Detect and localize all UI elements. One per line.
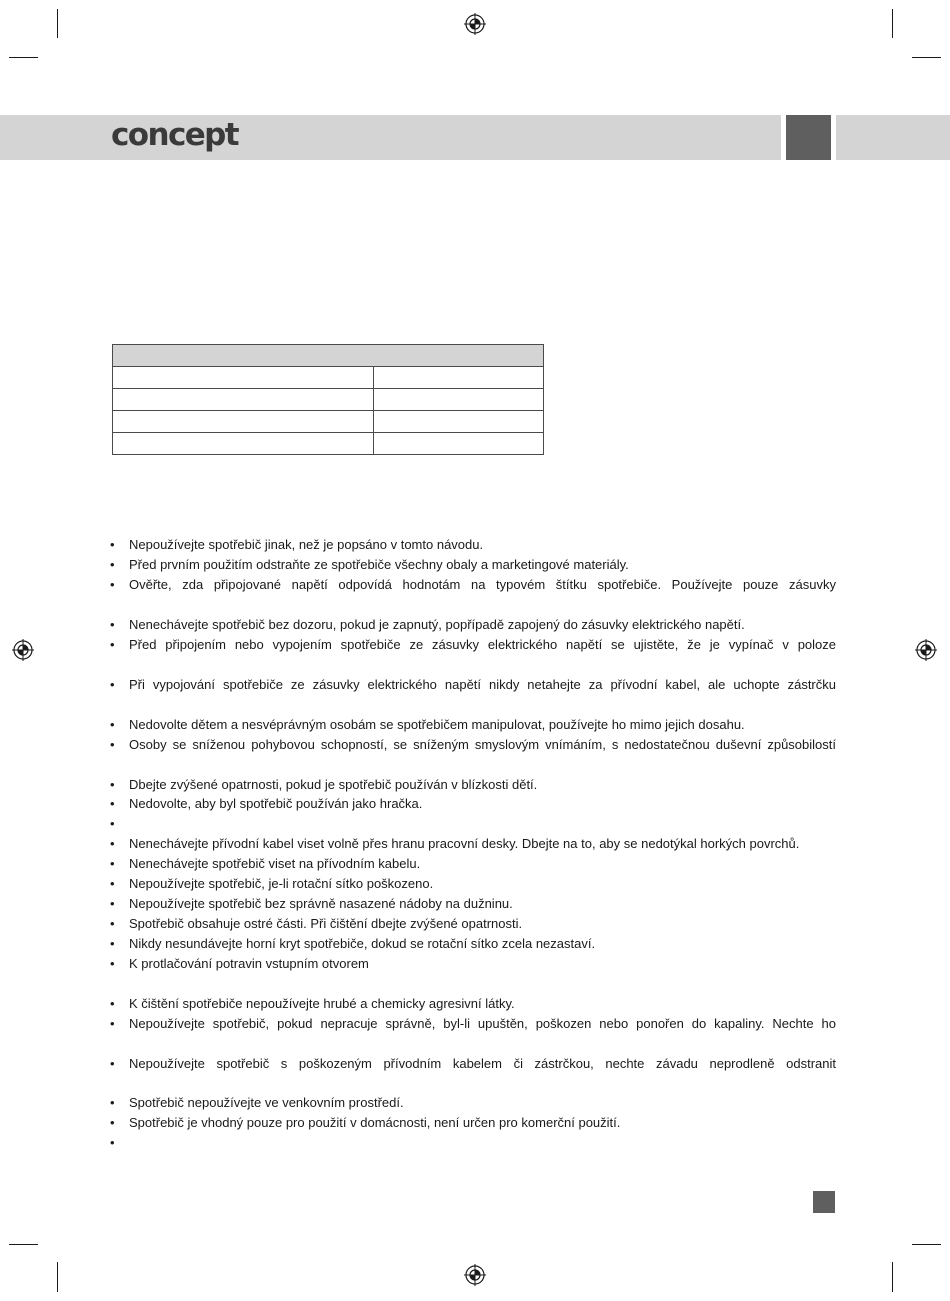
page-marker-square	[813, 1191, 835, 1213]
list-item-text: K čištění spotřebiče nepoužívejte hrubé a chemicky agresivní látky.	[129, 996, 515, 1011]
list-item	[110, 794, 836, 814]
bullet-marker: •	[110, 617, 115, 632]
list-item	[110, 1133, 836, 1153]
header-band-right	[836, 115, 950, 160]
list-item-text: Nenechávejte přívodní kabel viset volně přes hranu pracovní desky. Dbejte na to, aby se nedotýkal horkých povrchů.	[129, 836, 800, 851]
bullet-marker: •	[110, 956, 115, 971]
brand-logo: concept	[111, 117, 238, 153]
list-item	[110, 575, 836, 595]
crop-mark-top-right-h	[912, 57, 941, 58]
bullet-marker: •	[110, 796, 115, 811]
bullet-marker: •	[110, 1095, 115, 1110]
list-item-text: Nepoužívejte spotřebič bez správně nasazené nádoby na dužninu.	[129, 896, 513, 911]
list-item	[110, 715, 836, 735]
bullet-marker: •	[110, 557, 115, 572]
list-item	[110, 1093, 836, 1113]
list-item-text: Nikdy nesundávejte horní kryt spotřebiče, dokud se rotační sítko zcela nezastaví.	[129, 936, 596, 951]
bullet-marker: •	[110, 816, 115, 831]
crop-mark-top-left-v	[57, 9, 58, 38]
list-item	[110, 615, 836, 635]
spec-table-row	[113, 389, 544, 411]
spec-table-header-row	[113, 345, 544, 367]
list-item	[110, 934, 836, 954]
list-item-text: Nenechávejte spotřebič viset na přívodním kabelu.	[129, 856, 421, 871]
crop-mark-bottom-right-h	[912, 1244, 941, 1245]
header-language-tab	[786, 115, 831, 160]
list-item-text: Nedovolte dětem a nesvéprávným osobám se spotřebičem manipulovat, používejte ho mimo jejich dosahu.	[129, 717, 745, 732]
crop-mark-bottom-right-v	[892, 1262, 893, 1292]
list-item-text: Spotřebič obsahuje ostré části. Při čištění dbejte zvýšené opatrnosti.	[129, 916, 523, 931]
list-item	[110, 775, 836, 795]
list-item-text: Nepoužívejte spotřebič jinak, než je popsáno v tomto návodu.	[129, 537, 484, 552]
spec-table-cell	[113, 433, 374, 455]
list-item-text: Spotřebič je vhodný pouze pro použití v domácnosti, není určen pro komerční použití.	[129, 1115, 621, 1130]
bullet-marker: •	[110, 836, 115, 851]
bullet-marker: •	[110, 1135, 115, 1150]
crop-mark-top-right-v	[892, 9, 893, 38]
bullet-marker: •	[110, 537, 115, 552]
list-item-text: Nepoužívejte spotřebič, je-li rotační sítko poškozeno.	[129, 876, 434, 891]
registration-mark-right-icon	[915, 639, 937, 661]
bullet-marker: •	[110, 777, 115, 792]
list-item-text: Před připojením nebo vypojením spotřebiče ze zásuvky elektrického napětí se ujistěte, že je vypínač v poloze	[129, 637, 836, 652]
list-item	[110, 735, 836, 755]
spec-table	[112, 344, 544, 455]
list-item	[110, 535, 836, 555]
list-item-text: Ověřte, zda připojované napětí odpovídá hodnotám na typovém štítku spotřebiče. Používejte pouze zásuvky	[129, 577, 836, 592]
bullet-marker: •	[110, 577, 115, 592]
list-item	[110, 874, 836, 894]
spec-table-cell	[113, 367, 374, 389]
bullet-marker: •	[110, 896, 115, 911]
list-item-text: Při vypojování spotřebiče ze zásuvky elektrického napětí nikdy netahejte za přívodní kabel, ale uchopte zástrčku	[129, 677, 836, 692]
bullet-marker: •	[110, 856, 115, 871]
list-item-text: Nepoužívejte spotřebič s poškozeným přívodním kabelem či zástrčkou, nechte závadu neprodleně odstranit	[129, 1056, 836, 1071]
list-item	[110, 914, 836, 934]
registration-mark-left-icon	[12, 639, 34, 661]
list-item	[110, 894, 836, 914]
spec-table-cell	[374, 411, 544, 433]
list-item	[110, 1054, 836, 1074]
spec-table-cell	[374, 389, 544, 411]
list-item	[110, 814, 836, 834]
bullet-marker: •	[110, 996, 115, 1011]
bullet-marker: •	[110, 737, 115, 752]
spec-table-cell	[113, 389, 374, 411]
spec-table-cell	[113, 411, 374, 433]
spec-table-row	[113, 367, 544, 389]
list-item-text: Před prvním použitím odstraňte ze spotřebiče všechny obaly a marketingové materiály.	[129, 557, 629, 572]
list-item	[110, 954, 836, 974]
list-item-text: Nenechávejte spotřebič bez dozoru, pokud je zapnutý, popřípadě zapojený do zásuvky elektrického napětí.	[129, 617, 745, 632]
crop-mark-bottom-left-v	[57, 1262, 58, 1292]
bullet-marker: •	[110, 1056, 115, 1071]
list-item	[110, 1014, 836, 1034]
bullet-marker: •	[110, 1115, 115, 1130]
list-item	[110, 994, 836, 1014]
registration-mark-top-icon	[464, 13, 486, 35]
registration-mark-bottom-icon	[464, 1264, 486, 1286]
spec-table-cell	[374, 367, 544, 389]
list-item	[110, 675, 836, 695]
list-item-text: Nepoužívejte spotřebič, pokud nepracuje správně, byl-li upuštěn, poškozen nebo ponořen do kapaliny. Nechte ho	[129, 1016, 836, 1031]
list-item	[110, 834, 836, 854]
bullet-marker: •	[110, 916, 115, 931]
list-item-text: K protlačování potravin vstupním otvorem	[129, 956, 369, 971]
bullet-marker: •	[110, 637, 115, 652]
list-item	[110, 1113, 836, 1133]
spec-table-row	[113, 433, 544, 455]
bullet-marker: •	[110, 876, 115, 891]
list-item-text: Spotřebič nepoužívejte ve venkovním prostředí.	[129, 1095, 404, 1110]
bullet-marker: •	[110, 717, 115, 732]
list-item-text: Nedovolte, aby byl spotřebič používán jako hračka.	[129, 796, 423, 811]
crop-mark-top-left-h	[9, 57, 38, 58]
bullet-marker: •	[110, 936, 115, 951]
spec-table-row	[113, 411, 544, 433]
crop-mark-bottom-left-h	[9, 1244, 38, 1245]
list-item	[110, 854, 836, 874]
list-item-text: Osoby se sníženou pohybovou schopností, se sníženým smyslovým vnímáním, s nedostatečnou duševní způsobilostí	[129, 737, 836, 752]
spec-table-cell	[374, 433, 544, 455]
list-item	[110, 635, 836, 655]
list-item	[110, 555, 836, 575]
bullet-marker: •	[110, 677, 115, 692]
bullet-marker: •	[110, 1016, 115, 1031]
spec-table-header-cell	[113, 345, 544, 367]
list-item-text: Dbejte zvýšené opatrnosti, pokud je spotřebič používán v blízkosti dětí.	[129, 777, 538, 792]
